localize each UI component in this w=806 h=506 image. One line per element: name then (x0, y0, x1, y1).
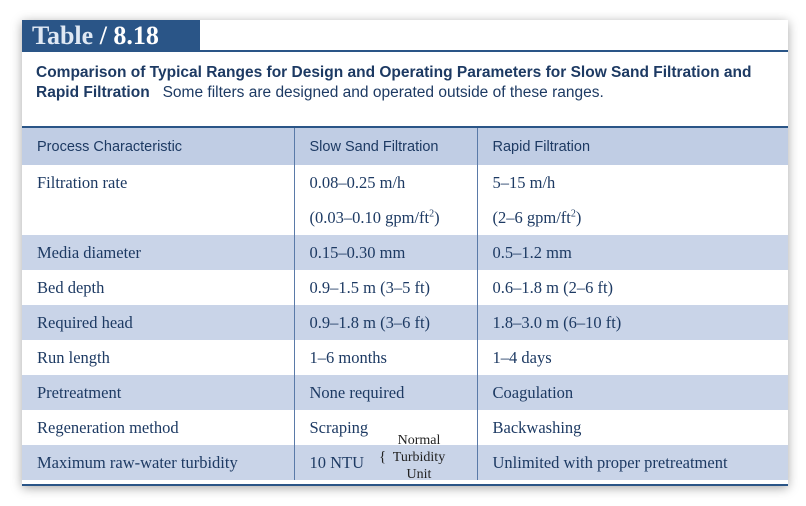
table-row (22, 375, 788, 410)
rapid-imperial-pre: (2–6 gpm/ft (492, 208, 571, 227)
cell-slow (294, 201, 477, 235)
header-process: Process Characteristic (22, 127, 294, 165)
row-label: Run length (22, 340, 294, 375)
cell-slow: 1–6 months (294, 340, 477, 375)
rapid-imperial-sup: 2 (570, 208, 576, 220)
table-row (22, 340, 788, 375)
row-label: Maximum raw-water turbidity (22, 445, 294, 480)
cell-slow: 0.9–1.8 m (3–6 ft) (294, 305, 477, 340)
ntu-tooltip (379, 432, 459, 483)
header-slow: Slow Sand Filtration (294, 127, 477, 165)
table-frame (22, 20, 788, 486)
slow-imperial-pre: (0.03–0.10 gpm/ft (309, 208, 430, 227)
cell-rapid: Unlimited with proper pretreatment (477, 445, 788, 480)
table-row (22, 235, 788, 270)
row-label: Required head (22, 305, 294, 340)
cell-slow: 0.15–0.30 mm (294, 235, 477, 270)
caption-note: Some filters are designed and operated outside of these ranges. (162, 84, 604, 101)
rapid-imperial-post: ) (575, 208, 582, 227)
cell-rapid: 0.6–1.8 m (2–6 ft) (477, 270, 788, 305)
table-row (22, 201, 788, 235)
table-row (22, 165, 788, 201)
row-label: Pretreatment (22, 375, 294, 410)
caption-title: Comparison of Typical Ranges for Design and Operating Parameters for Slow Sand Filtration and Rapid Filtration (36, 64, 752, 101)
cell-slow: 10 NTU (294, 445, 477, 480)
table-number: / 8.18 (99, 21, 159, 50)
table-tab (22, 20, 200, 52)
cell-rapid (477, 201, 788, 235)
header-row (22, 127, 788, 165)
tooltip-brace: { (379, 449, 387, 465)
row-label-empty (22, 201, 294, 235)
table-label: Table (32, 21, 94, 50)
comparison-table (22, 126, 788, 480)
tooltip-line1: Normal (397, 433, 441, 448)
cell-rapid: Backwashing (477, 410, 788, 445)
cell-slow: Scraping (294, 410, 477, 445)
cell-slow: 0.08–0.25 m/h (294, 165, 477, 201)
row-label: Filtration rate (22, 165, 294, 201)
table-row (22, 270, 788, 305)
cell-slow: None required (294, 375, 477, 410)
tooltip-line3: Unit (406, 467, 432, 482)
cell-slow: 0.9–1.5 m (3–5 ft) (294, 270, 477, 305)
bottom-rule (22, 484, 788, 486)
table-row (22, 305, 788, 340)
slow-imperial-post: ) (434, 208, 440, 227)
cell-rapid: 1–4 days (477, 340, 788, 375)
header-rapid: Rapid Filtration (477, 127, 788, 165)
tooltip-line2: Turbidity (392, 450, 446, 465)
cell-rapid: 1.8–3.0 m (6–10 ft) (477, 305, 788, 340)
cell-rapid: Coagulation (477, 375, 788, 410)
row-label: Regeneration method (22, 410, 294, 445)
cell-rapid: 0.5–1.2 mm (477, 235, 788, 270)
cell-rapid: 5–15 m/h (477, 165, 788, 201)
row-label: Media diameter (22, 235, 294, 270)
slow-imperial-sup: 2 (429, 208, 435, 220)
table-caption (36, 63, 780, 103)
row-label: Bed depth (22, 270, 294, 305)
